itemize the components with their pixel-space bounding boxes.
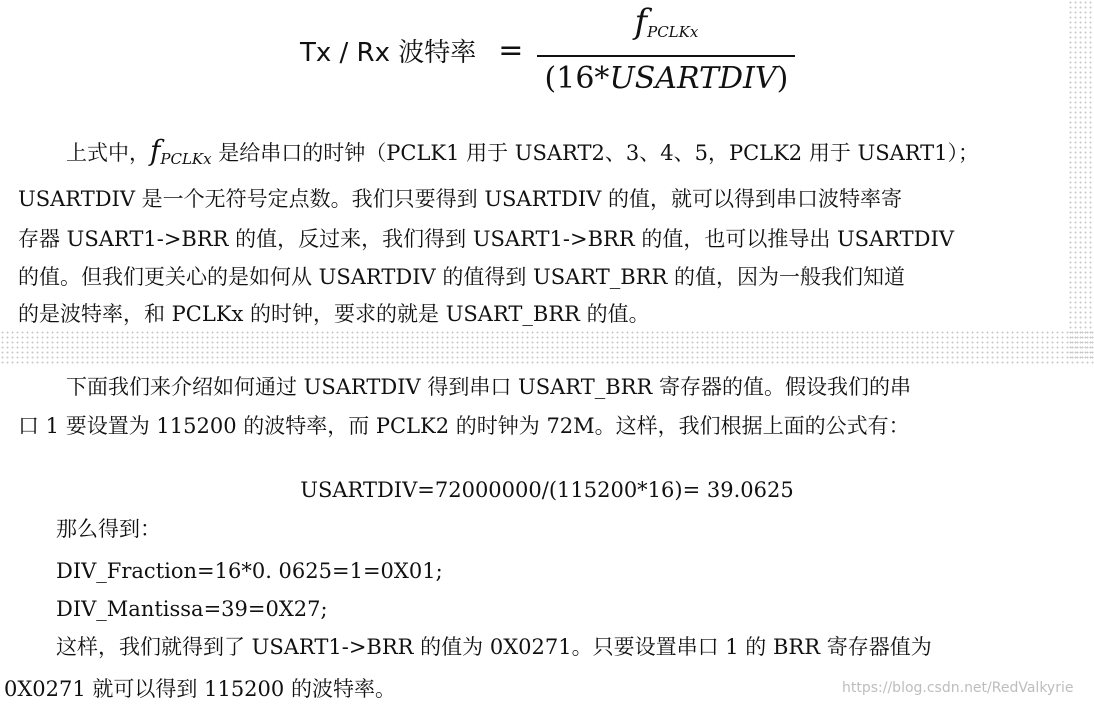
- paragraph-line-4: 的值。但我们更关心的是如何从 USARTDIV 的值得到 USART_BRR 的值，因为一般我们知道: [18, 265, 905, 289]
- paragraph-line-11: 这样，我们就得到了 USART1->BRR 的值为 0X0271。只要设置串口 1 的 BRR 寄存器值为: [56, 635, 932, 659]
- div-mantissa-line: DIV_Mantissa=39=0X27;: [56, 597, 328, 621]
- line1-f: f: [150, 134, 161, 167]
- paragraph-line-1: [66, 136, 979, 174]
- paragraph-line-6: 下面我们来介绍如何通过 USARTDIV 得到串口 USART_BRR 寄存器的值。假设我们的串: [66, 375, 911, 399]
- csdn-watermark: https://blog.csdn.net/RedValkyrie: [842, 680, 1074, 696]
- numerator-f: f: [634, 2, 648, 42]
- fraction-bar: [537, 55, 795, 57]
- paragraph-line-3: 存器 USART1->BRR 的值，反过来，我们得到 USART1->BRR 的值，也可以推导出 USARTDIV: [18, 227, 954, 251]
- denominator-open: (16*: [544, 61, 610, 96]
- div-fraction-line: DIV_Fraction=16*0. 0625=1=0X01;: [56, 559, 443, 583]
- usartdiv-calculation: USARTDIV=72000000/(115200*16)= 39.0625: [300, 478, 794, 502]
- denominator-variable: USARTDIV: [609, 61, 777, 96]
- formula-equals-sign: =: [498, 32, 524, 68]
- formula-numerator: [605, 3, 729, 51]
- dotted-pattern-band: [0, 330, 1094, 364]
- paragraph-line-8: 那么得到：: [56, 517, 161, 541]
- line1-f-symbol: [150, 134, 212, 167]
- baud-rate-formula: [300, 0, 795, 100]
- denominator-close: ): [776, 61, 789, 96]
- line1-f-subscript: PCLKx: [160, 150, 212, 168]
- paragraph-line-2: USARTDIV 是一个无符号定点数。我们只要得到 USARTDIV 的值，就可以得到串口波特率寄: [18, 187, 903, 211]
- paragraph-line-5: 的是波特率，和 PCLKx 的时钟，要求的就是 USART_BRR 的值。: [18, 302, 650, 326]
- dotted-pattern-right: [1068, 0, 1094, 360]
- formula-fraction: [537, 3, 795, 97]
- paragraph-line-7: 口 1 要设置为 115200 的波特率，而 PCLK2 的时钟为 72M。这样，我们根据上面的公式有：: [18, 414, 910, 438]
- formula-left-side: Tx / Rx 波特率: [300, 37, 477, 68]
- paragraph-line-12: 0X0271 就可以得到 115200 的波特率。: [4, 677, 396, 701]
- numerator-subscript: PCLKx: [647, 23, 699, 41]
- line1-prefix: 上式中，: [66, 141, 150, 165]
- formula-denominator: [545, 61, 789, 97]
- line1-rest: 是给串口的时钟（PCLK1 用于 USART2、3、4、5，PCLK2 用于 USART1）；: [218, 141, 980, 165]
